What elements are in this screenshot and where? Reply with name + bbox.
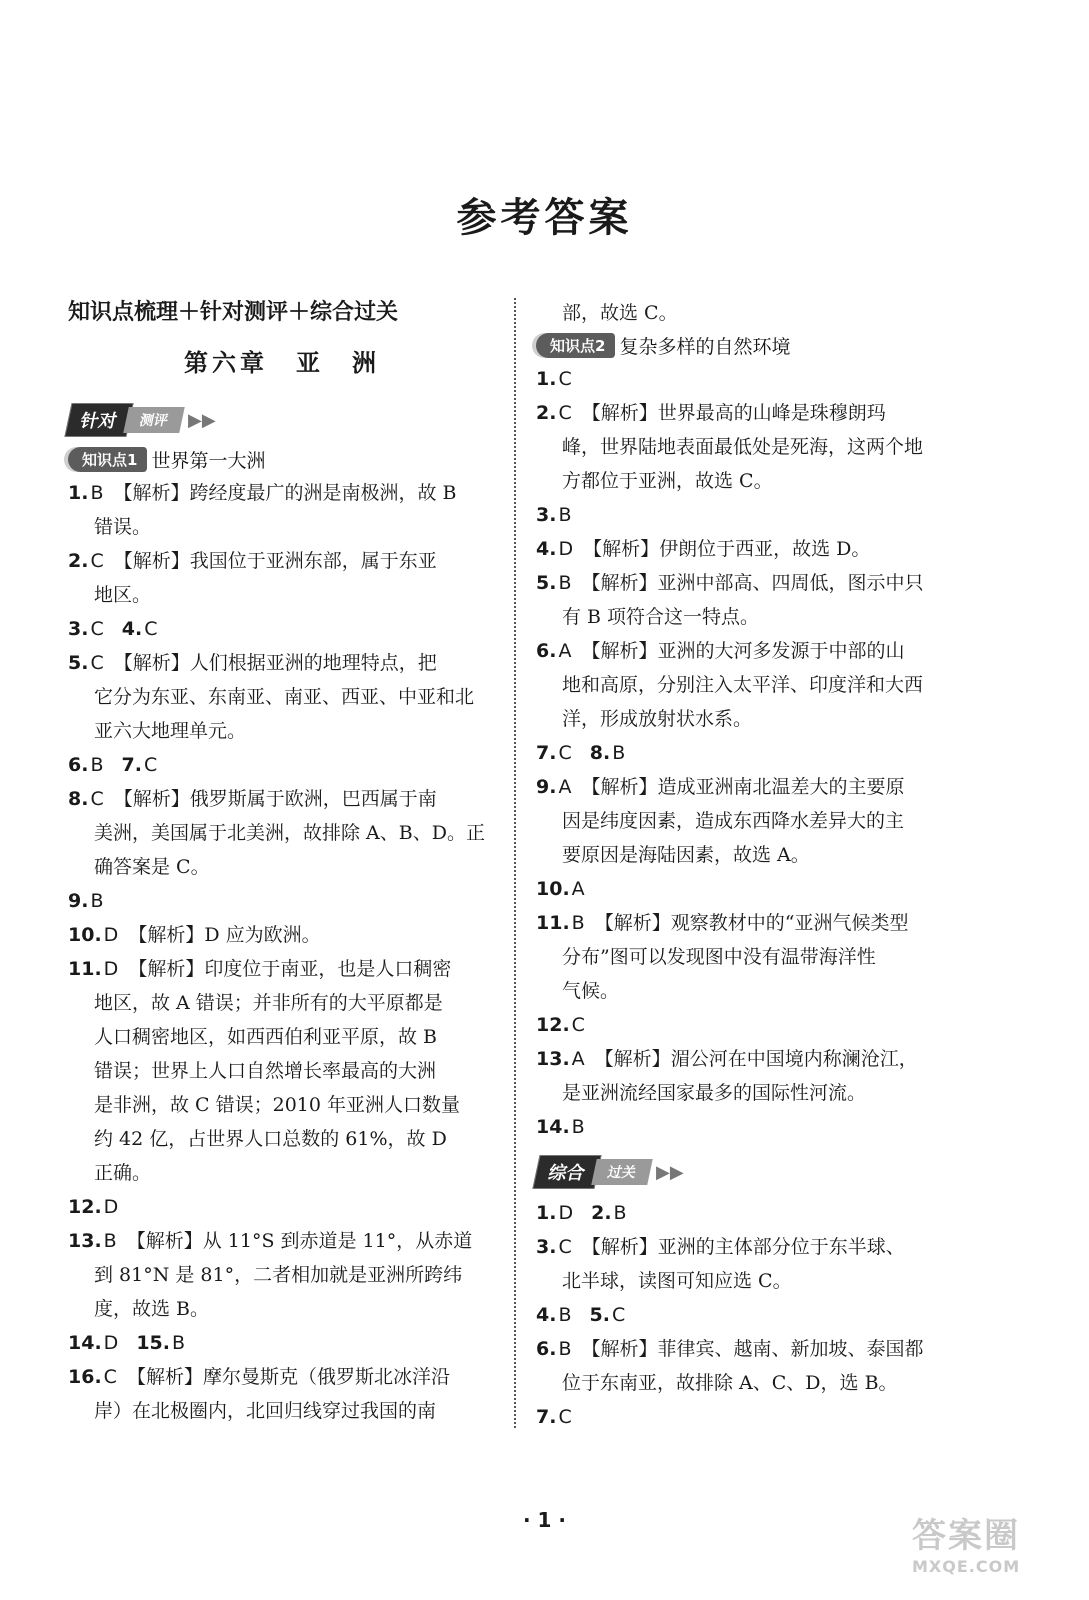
question-number: 1. bbox=[68, 482, 89, 504]
answer-item bbox=[536, 1042, 966, 1076]
right-column bbox=[536, 296, 966, 1434]
answer-list-comprehensive bbox=[536, 1196, 966, 1434]
analysis-text: 亚洲的主体部分位于东半球、 bbox=[657, 1236, 905, 1258]
question-number: 8. bbox=[589, 742, 611, 764]
question-number: 3. bbox=[536, 504, 557, 526]
analysis-label: 【解析】 bbox=[126, 1230, 203, 1252]
analysis-label: 【解析】 bbox=[581, 640, 658, 662]
analysis-text: 人们根据亚洲的地理特点，把 bbox=[189, 652, 437, 674]
banner-comprehensive bbox=[536, 1154, 966, 1190]
analysis-text-line: 地区。 bbox=[94, 584, 152, 606]
answer-item bbox=[536, 532, 966, 566]
knowledge-point-tag: 知识点2 bbox=[536, 333, 615, 358]
answer-item bbox=[536, 566, 966, 600]
answer-letter: A bbox=[571, 878, 585, 900]
answer-letter: D bbox=[103, 924, 119, 946]
answer-item bbox=[68, 1326, 496, 1360]
answer-letter: C bbox=[143, 754, 158, 776]
analysis-label: 【解析】 bbox=[583, 538, 660, 560]
answer-item bbox=[68, 646, 496, 680]
question-number: 15. bbox=[136, 1332, 170, 1354]
analysis-label: 【解析】 bbox=[113, 550, 190, 572]
answer-letter: B bbox=[558, 504, 572, 526]
analysis-label: 【解析】 bbox=[113, 482, 190, 504]
answer-letter: C bbox=[90, 550, 104, 572]
answer-letter: B bbox=[103, 1230, 117, 1252]
analysis-text-line: 亚六大地理单元。 bbox=[94, 720, 247, 742]
question-number: 12. bbox=[68, 1196, 102, 1218]
question-number: 7. bbox=[121, 754, 142, 776]
answer-item bbox=[536, 1230, 966, 1264]
analysis-text: D 应为欧洲。 bbox=[204, 924, 321, 946]
question-number: 6. bbox=[536, 640, 557, 662]
question-number: 3. bbox=[536, 1236, 557, 1258]
answer-item bbox=[68, 782, 496, 816]
analysis-text-line: 分布”图可以发现图中没有温带海洋性 bbox=[562, 946, 876, 968]
question-number: 11. bbox=[536, 912, 570, 934]
answer-list-left bbox=[68, 476, 496, 1428]
answer-letter: C bbox=[558, 742, 572, 764]
question-number: 5. bbox=[68, 652, 89, 674]
answer-item bbox=[536, 498, 966, 532]
analysis-text: 印度位于南亚，也是人口稠密 bbox=[204, 958, 452, 980]
knowledge-point-title: 复杂多样的自然环境 bbox=[619, 335, 791, 358]
analysis-text-line: 是非洲，故 C 错误；2010 年亚洲人口数量 bbox=[94, 1094, 461, 1116]
question-number: 10. bbox=[536, 878, 570, 900]
analysis-text-line: 人口稠密地区，如西西伯利亚平原，故 B bbox=[94, 1026, 438, 1048]
chapter-title: 第六章 亚 洲 bbox=[184, 348, 380, 377]
analysis-text: 摩尔曼斯克（俄罗斯北冰洋沿 bbox=[202, 1366, 450, 1388]
banner-tag: 综合 bbox=[532, 1155, 601, 1189]
answer-item bbox=[68, 1224, 496, 1258]
answer-item bbox=[536, 736, 966, 770]
analysis-text-line: 方都位于亚洲，故选 C。 bbox=[562, 470, 773, 492]
question-number: 13. bbox=[536, 1048, 570, 1070]
question-number: 4. bbox=[121, 618, 143, 640]
analysis-text: 从 11°S 到赤道是 11°，从赤道 bbox=[202, 1230, 473, 1252]
answer-letter: C bbox=[103, 1366, 117, 1388]
answer-letter: B bbox=[571, 1116, 585, 1138]
answer-letter: D bbox=[558, 538, 574, 560]
question-number: 2. bbox=[68, 550, 89, 572]
question-number: 14. bbox=[536, 1116, 570, 1138]
answer-item bbox=[536, 1332, 966, 1366]
analysis-text-line: 美洲，美国属于北美洲，故排除 A、B、D。正 bbox=[94, 822, 485, 844]
analysis-label: 【解析】 bbox=[113, 788, 190, 810]
answer-letter: B bbox=[613, 1202, 627, 1224]
question-number: 8. bbox=[68, 788, 89, 810]
watermark-logo bbox=[912, 1508, 1072, 1588]
knowledge-point-1 bbox=[68, 444, 496, 474]
answer-item bbox=[68, 748, 496, 782]
analysis-text: 俄罗斯属于欧洲，巴西属于南 bbox=[189, 788, 437, 810]
answer-letter: D bbox=[103, 1196, 119, 1218]
banner-tag-sub: 测评 bbox=[123, 407, 185, 433]
answer-letter: B bbox=[558, 1304, 572, 1326]
analysis-label: 【解析】 bbox=[581, 402, 658, 424]
analysis-label: 【解析】 bbox=[126, 1366, 203, 1388]
section-heading: 知识点梳理＋针对测评＋综合过关 bbox=[68, 300, 399, 325]
analysis-text-line: 错误；世界上人口自然增长率最高的大洲 bbox=[94, 1060, 437, 1082]
answer-letter: B bbox=[558, 572, 572, 594]
answer-item bbox=[68, 952, 496, 986]
analysis-label: 【解析】 bbox=[594, 912, 671, 934]
answer-letter: C bbox=[611, 1304, 626, 1326]
answer-letter: B bbox=[90, 482, 104, 504]
answer-item bbox=[68, 918, 496, 952]
answer-letter: B bbox=[558, 1338, 572, 1360]
answer-item bbox=[536, 872, 966, 906]
analysis-text: 观察教材中的“亚洲气候类型 bbox=[670, 912, 909, 934]
analysis-label: 【解析】 bbox=[581, 1236, 658, 1258]
analysis-text-line: 它分为东亚、东南亚、南亚、西亚、中亚和北 bbox=[94, 686, 475, 708]
answer-letter: B bbox=[171, 1332, 186, 1354]
answer-item bbox=[68, 476, 496, 510]
answer-letter: C bbox=[558, 368, 572, 390]
left-column bbox=[68, 296, 496, 1428]
analysis-label: 【解析】 bbox=[128, 958, 205, 980]
question-number: 5. bbox=[536, 572, 557, 594]
banner-tag: 针对 bbox=[64, 403, 133, 437]
analysis-text-line: 错误。 bbox=[94, 516, 152, 538]
question-number: 3. bbox=[68, 618, 89, 640]
answer-letter: D bbox=[103, 1332, 119, 1354]
analysis-text-line: 地区，故 A 错误；并非所有的大平原都是 bbox=[94, 992, 443, 1014]
question-number: 11. bbox=[68, 958, 102, 980]
answer-letter: C bbox=[144, 618, 158, 640]
analysis-text: 我国位于亚洲东部，属于东亚 bbox=[189, 550, 437, 572]
question-number: 10. bbox=[68, 924, 102, 946]
analysis-label: 【解析】 bbox=[128, 924, 205, 946]
watermark-text: 答案圈 bbox=[912, 1516, 1020, 1556]
analysis-text-line: 位于东南亚，故排除 A、C、D，选 B。 bbox=[562, 1372, 898, 1394]
answer-letter: A bbox=[558, 640, 572, 662]
question-number: 4. bbox=[536, 1304, 557, 1326]
arrow-icon: ▶▶ bbox=[188, 409, 216, 431]
question-number: 7. bbox=[536, 742, 557, 764]
answer-item bbox=[536, 770, 966, 804]
banner-tag-sub: 过关 bbox=[591, 1159, 653, 1185]
analysis-text-line: 北半球，读图可知应选 C。 bbox=[562, 1270, 792, 1292]
answer-item bbox=[536, 1298, 966, 1332]
answer-letter: B bbox=[90, 754, 104, 776]
answer-item bbox=[536, 1196, 966, 1230]
page-number: · 1 · bbox=[522, 1508, 567, 1532]
analysis-text-line: 到 81°N 是 81°，二者相加就是亚洲所跨纬 bbox=[94, 1264, 463, 1286]
analysis-text-line: 正确。 bbox=[94, 1162, 152, 1184]
answer-item bbox=[536, 396, 966, 430]
answer-item bbox=[68, 544, 496, 578]
answer-item bbox=[68, 1360, 496, 1394]
continued-text: 部，故选 C。 bbox=[562, 302, 678, 324]
analysis-text-line: 要原因是海陆因素，故选 A。 bbox=[562, 844, 810, 866]
question-number: 12. bbox=[536, 1014, 570, 1036]
answer-letter: C bbox=[558, 402, 572, 424]
analysis-text-line: 因是纬度因素，造成东西降水差异大的主 bbox=[562, 810, 905, 832]
question-number: 4. bbox=[536, 538, 557, 560]
analysis-label: 【解析】 bbox=[581, 776, 658, 798]
analysis-text: 造成亚洲南北温差大的主要原 bbox=[657, 776, 905, 798]
answer-letter: D bbox=[558, 1202, 574, 1224]
question-number: 13. bbox=[68, 1230, 102, 1252]
knowledge-point-2 bbox=[536, 330, 966, 360]
answer-letter: B bbox=[571, 912, 585, 934]
analysis-text: 世界最高的山峰是珠穆朗玛 bbox=[657, 402, 886, 424]
question-number: 2. bbox=[591, 1202, 612, 1224]
watermark-url: MXQE.COM bbox=[912, 1557, 1021, 1576]
analysis-text: 跨经度最广的洲是南极洲，故 B bbox=[189, 482, 457, 504]
analysis-text: 亚洲的大河多发源于中部的山 bbox=[657, 640, 905, 662]
analysis-text-line: 约 42 亿，占世界人口总数的 61%，故 D bbox=[94, 1128, 447, 1150]
answer-letter: C bbox=[558, 1406, 572, 1428]
column-divider bbox=[514, 298, 516, 1428]
answer-item bbox=[536, 362, 966, 396]
analysis-text: 亚洲中部高、四周低，图示中只 bbox=[657, 572, 924, 594]
answer-letter: C bbox=[90, 788, 104, 810]
question-number: 1. bbox=[536, 1202, 557, 1224]
question-number: 5. bbox=[589, 1304, 610, 1326]
question-number: 16. bbox=[68, 1366, 102, 1388]
analysis-text-line: 有 B 项符合这一特点。 bbox=[562, 606, 760, 628]
arrow-icon: ▶▶ bbox=[656, 1161, 684, 1183]
question-number: 6. bbox=[68, 754, 89, 776]
answer-item bbox=[536, 1400, 966, 1434]
answer-item bbox=[68, 612, 496, 646]
banner-targeted-test bbox=[68, 402, 496, 438]
answer-letter: C bbox=[558, 1236, 572, 1258]
answer-item bbox=[68, 884, 496, 918]
answer-item bbox=[536, 634, 966, 668]
answer-letter: A bbox=[571, 1048, 585, 1070]
question-number: 7. bbox=[536, 1406, 557, 1428]
answer-item bbox=[68, 1190, 496, 1224]
answer-item bbox=[536, 1008, 966, 1042]
analysis-text-line: 度，故选 B。 bbox=[94, 1298, 210, 1320]
analysis-label: 【解析】 bbox=[581, 572, 658, 594]
analysis-label: 【解析】 bbox=[113, 652, 190, 674]
answer-list-right bbox=[536, 362, 966, 1144]
answer-letter: B bbox=[612, 742, 626, 764]
answer-letter: C bbox=[90, 652, 104, 674]
question-number: 6. bbox=[536, 1338, 557, 1360]
analysis-text-line: 确答案是 C。 bbox=[94, 856, 210, 878]
answer-letter: C bbox=[90, 618, 104, 640]
answer-letter: A bbox=[558, 776, 572, 798]
analysis-text-line: 是亚洲流经国家最多的国际性河流。 bbox=[562, 1082, 867, 1104]
analysis-text-line: 岸）在北极圈内，北回归线穿过我国的南 bbox=[94, 1400, 437, 1422]
question-number: 9. bbox=[68, 890, 89, 912]
question-number: 1. bbox=[536, 368, 557, 390]
knowledge-point-title: 世界第一大洲 bbox=[151, 449, 266, 472]
answer-letter: B bbox=[90, 890, 104, 912]
analysis-text-line: 气候。 bbox=[562, 980, 620, 1002]
analysis-text-line: 洋，形成放射状水系。 bbox=[562, 708, 753, 730]
analysis-text-line: 峰，世界陆地表面最低处是死海，这两个地 bbox=[562, 436, 924, 458]
answer-letter: D bbox=[103, 958, 119, 980]
analysis-text: 伊朗位于西亚，故选 D。 bbox=[659, 538, 871, 560]
analysis-label: 【解析】 bbox=[594, 1048, 671, 1070]
analysis-text: 湄公河在中国境内称澜沧江， bbox=[670, 1048, 918, 1070]
analysis-text: 菲律宾、越南、新加坡、泰国都 bbox=[657, 1338, 924, 1360]
question-number: 2. bbox=[536, 402, 557, 424]
answer-item bbox=[536, 906, 966, 940]
knowledge-point-tag: 知识点1 bbox=[68, 447, 147, 472]
analysis-label: 【解析】 bbox=[581, 1338, 658, 1360]
page-title: 参考答案 bbox=[456, 195, 633, 241]
analysis-text-line: 地和高原，分别注入太平洋、印度洋和大西 bbox=[562, 674, 924, 696]
question-number: 9. bbox=[536, 776, 557, 798]
question-number: 14. bbox=[68, 1332, 102, 1354]
answer-letter: C bbox=[571, 1014, 585, 1036]
answer-item bbox=[536, 1110, 966, 1144]
